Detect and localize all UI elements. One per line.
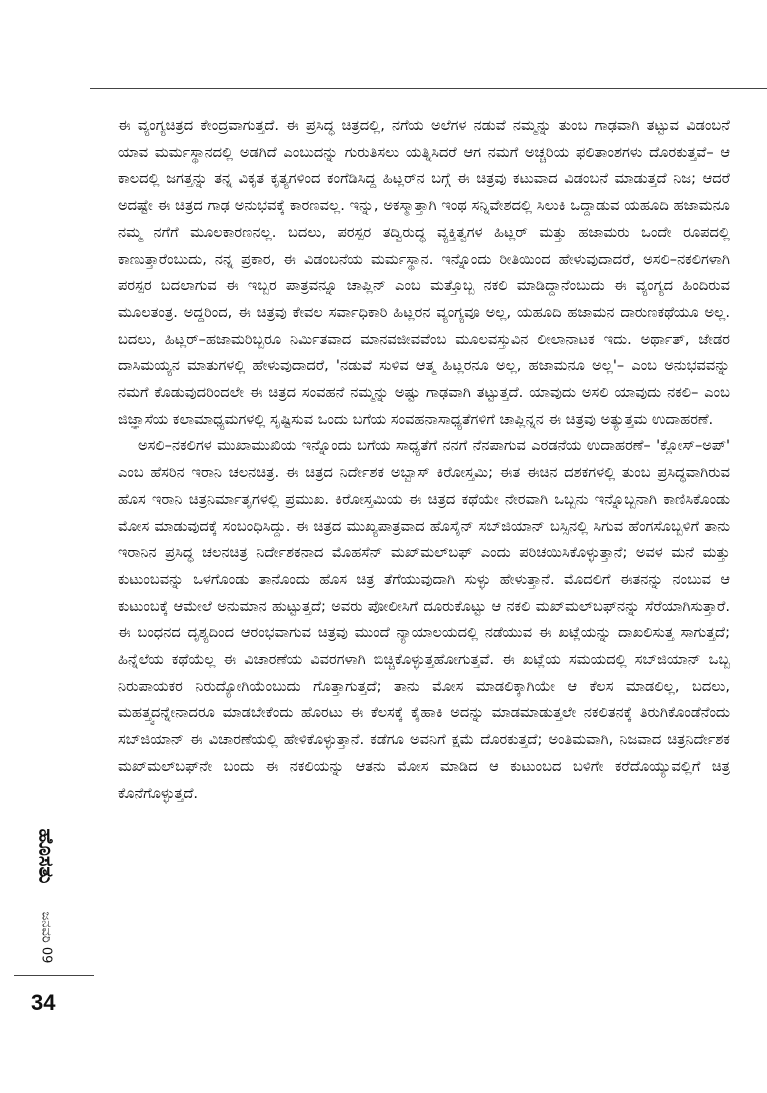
issue-label: ಜನವರಿ 09: [38, 911, 54, 964]
magazine-name: ಹೊಸತು: [34, 828, 58, 884]
running-footer: [26, 810, 66, 970]
article-body: [118, 113, 730, 807]
footer-rule: [14, 975, 94, 976]
paragraph-1: ಈ ವ್ಯಂಗ್ಯಚಿತ್ರದ ಕೇಂದ್ರವಾಗುತ್ತದೆ. ಈ ಪ್ರಸಿದ್ಧ ಚಿತ್ರದಲ್ಲಿ, ನಗೆಯ ಅಲೆಗಳ ನಡುವೆ ನಮ್ಮನ್ನು ತುಂಬ ಗಾಢವಾಗಿ ತಟ್ಟುವ ವಿಡಂಬನೆ ಯಾವ ಮರ್ಮಸ್ಥಾನದಲ್ಲಿ ಅಡಗಿದೆ ಎಂಬುದನ್ನು ಗುರುತಿಸಲು ಯತ್ನಿಸಿದರೆ ಆಗ ನಮಗೆ ಅಚ್ಚರಿಯ ಫಲಿತಾಂಶಗಳು ದೊರಕುತ್ತವೆ– ಆ ಕಾಲದಲ್ಲಿ ಜಗತ್ತನ್ನು ತನ್ನ ವಿಕೃತ ಕೃತ್ಯಗಳಿಂದ ಕಂಗೆಡಿಸಿದ್ದ ಹಿಟ್ಲರ್‌ನ ಬಗ್ಗೆ ಈ ಚಿತ್ರವು ಕಟುವಾದ ವಿಡಂಬನೆ ಮಾಡುತ್ತದೆ ನಿಜ; ಆದರೆ ಅದಷ್ಟೇ ಈ ಚಿತ್ರದ ಗಾಢ ಅನುಭವಕ್ಕೆ ಕಾರಣವಲ್ಲ. ಇನ್ನು, ಅಕಸ್ಮಾತ್ತಾಗಿ ಇಂಥ ಸನ್ನಿವೇಶದಲ್ಲಿ ಸಿಲುಕಿ ಒದ್ದಾಡುವ ಯಹೂದಿ ಹಜಾಮನೂ ನಮ್ಮ ನಗೆಗೆ ಮೂಲಕಾರಣನಲ್ಲ. ಬದಲು, ಪರಸ್ಪರ ತದ್ವಿರುದ್ಧ ವ್ಯಕ್ತಿತ್ವಗಳ ಹಿಟ್ಲರ್ ಮತ್ತು ಹಜಾಮರು ಒಂದೇ ರೂಪದಲ್ಲಿ ಕಾಣುತ್ತಾರೆಂಬುದು, ನನ್ನ ಪ್ರಕಾರ, ಈ ವಿಡಂಬನೆಯ ಮರ್ಮಸ್ಥಾನ. ಇನ್ನೊಂದು ರೀತಿಯಿಂದ ಹೇಳುವುದಾದರೆ, ಅಸಲಿ–ನಕಲಿಗಳಾಗಿ ಪರಸ್ಪರ ಬದಲಾಗುವ ಈ ಇಬ್ಬರ ಪಾತ್ರವನ್ನೂ ಚಾಪ್ಲಿನ್ ಎಂಬ ಮತ್ತೊಬ್ಬ ನಕಲಿ ಮಾಡಿದ್ದಾನೆಂಬುದು ಈ ವ್ಯಂಗ್ಯದ ಹಿಂದಿರುವ ಮೂಲತಂತ್ರ. ಅದ್ದರಿಂದ, ಈ ಚಿತ್ರವು ಕೇವಲ ಸರ್ವಾಧಿಕಾರಿ ಹಿಟ್ಲರನ ವ್ಯಂಗ್ಯವೂ ಅಲ್ಲ, ಯಹೂದಿ ಹಜಾಮನ ದಾರುಣಕಥೆಯೂ ಅಲ್ಲ. ಬದಲು, ಹಿಟ್ಲರ್–ಹಜಾಮರಿಬ್ಬರೂ ನಿರ್ಮಿತವಾದ ಮಾನವಜೀವವೆಂಬ ಮೂಲವಸ್ತುವಿನ ಲೀಲಾನಾಟಕ ಇದು. ಅರ್ಥಾತ್, ಜೇಡರ ದಾಸಿಮಯ್ಯನ ಮಾತುಗಳಲ್ಲಿ ಹೇಳುವುದಾದರೆ, 'ನಡುವೆ ಸುಳಿವ ಆತ್ಮ ಹಿಟ್ಲರನೂ ಅಲ್ಲ, ಹಜಾಮನೂ ಅಲ್ಲ'– ಎಂಬ ಅನುಭವವನ್ನು ನಮಗೆ ಕೊಡುವುದರಿಂದಲೇ ಈ ಚಿತ್ರದ ಸಂವಹನೆ ನಮ್ಮನ್ನು ಅಷ್ಟು ಗಾಢವಾಗಿ ತಟ್ಟುತ್ತದೆ. ಯಾವುದು ಅಸಲಿ ಯಾವುದು ನಕಲಿ– ಎಂಬ ಜಿಜ್ಞಾಸೆಯ ಕಲಾಮಾಧ್ಯಮಗಳಲ್ಲಿ ಸೃಷ್ಟಿಸುವ ಒಂದು ಬಗೆಯ ಸಂವಹನಾಸಾಧ್ಯತೆಗಳಿಗೆ ಚಾಪ್ಲಿನ್ನನ ಈ ಚಿತ್ರವು ಅತ್ಯುತ್ತಮ ಉದಾಹರಣೆ.: [118, 117, 730, 428]
paragraph-2: ಅಸಲಿ–ನಕಲಿಗಳ ಮುಖಾಮುಖಿಯ ಇನ್ನೊಂದು ಬಗೆಯ ಸಾಧ್ಯತೆಗೆ ನನಗೆ ನೆನಪಾಗುವ ಎರಡನೆಯ ಉದಾಹರಣೆ– 'ಕ್ಲೋಸ್–ಅಪ್' ಎಂಬ ಹೆಸರಿನ ಇರಾನಿ ಚಲನಚಿತ್ರ. ಈ ಚಿತ್ರದ ನಿರ್ದೇಶಕ ಅಬ್ಬಾಸ್ ಕಿರೋಸ್ತಮಿ; ಈತ ಈಚಿನ ದಶಕಗಳಲ್ಲಿ ತುಂಬ ಪ್ರಸಿದ್ಧವಾಗಿರುವ ಹೊಸ ಇರಾನಿ ಚಿತ್ರನಿರ್ಮಾತೃಗಳಲ್ಲಿ ಪ್ರಮುಖ. ಕಿರೋಸ್ತಮಿಯ ಈ ಚಿತ್ರದ ಕಥೆಯೇ ನೇರವಾಗಿ ಒಬ್ಬನು ಇನ್ನೊಬ್ಬನಾಗಿ ಕಾಣಿಸಿಕೊಂಡು ಮೋಸ ಮಾಡುವುದಕ್ಕೆ ಸಂಬಂಧಿಸಿದ್ದು. ಈ ಚಿತ್ರದ ಮುಖ್ಯಪಾತ್ರವಾದ ಹೊಸೈನ್ ಸಬ್‌ಜಿಯಾನ್ ಬಸ್ಸಿನಲ್ಲಿ ಸಿಗುವ ಹೆಂಗಸೊಬ್ಬಳಿಗೆ ತಾನು ಇರಾನಿನ ಪ್ರಸಿದ್ಧ ಚಲನಚಿತ್ರ ನಿರ್ದೇಶಕನಾದ ಮೊಹಸೆನ್ ಮಖ್‌ಮಲ್‌ಬಫ್ ಎಂದು ಪರಿಚಯಿಸಿಕೊಳ್ಳುತ್ತಾನೆ; ಅವಳ ಮನೆ ಮತ್ತು ಕುಟುಂಬವನ್ನು ಒಳಗೊಂಡು ತಾನೊಂದು ಹೊಸ ಚಿತ್ರ ತೆಗೆಯುವುದಾಗಿ ಸುಳ್ಳು ಹೇಳುತ್ತಾನೆ. ಮೊದಲಿಗೆ ಈತನನ್ನು ನಂಬುವ ಆ ಕುಟುಂಬಕ್ಕೆ ಆಮೇಲೆ ಅನುಮಾನ ಹುಟ್ಟುತ್ತದೆ; ಅವರು ಪೋಲೀಸಿಗೆ ದೂರುಕೊಟ್ಟು ಆ ನಕಲಿ ಮಖ್‌ಮಲ್‌ಬಫ್‌ನನ್ನು ಸೆರೆಯಾಗಿಸುತ್ತಾರೆ. ಈ ಬಂಧನದ ದೃಶ್ಯದಿಂದ ಆರಂಭವಾಗುವ ಚಿತ್ರವು ಮುಂದೆ ನ್ಯಾಯಾಲಯದಲ್ಲಿ ನಡೆಯುವ ಈ ಖಟ್ಲೆಯನ್ನು ದಾಖಲಿಸುತ್ತ ಸಾಗುತ್ತದೆ; ಹಿನ್ನೆಲೆಯ ಕಥೆಯೆಲ್ಲ ಈ ವಿಚಾರಣೆಯ ವಿವರಗಳಾಗಿ ಬಿಚ್ಚಿಕೊಳ್ಳುತ್ತಹೋಗುತ್ತವೆ. ಈ ಖಟ್ಲೆಯ ಸಮಯದಲ್ಲಿ ಸಬ್‌ಜಿಯಾನ್ ಒಬ್ಬ ನಿರುಪಾಯಕರ ನಿರುದ್ಯೋಗಿಯೆಂಬುದು ಗೊತ್ತಾಗುತ್ತದೆ; ತಾನು ಮೋಸ ಮಾಡಲಿಕ್ಕಾಗಿಯೇ ಆ ಕೆಲಸ ಮಾಡಲಿಲ್ಲ, ಬದಲು, ಮಹತ್ತ್ವದನ್ನೇನಾದರೂ ಮಾಡಬೇಕೆಂದು ಹೊರಟು ಈ ಕೆಲಸಕ್ಕೆ ಕೈಹಾಕಿ ಅದನ್ನು ಮಾಡಮಾಡುತ್ತಲೇ ನಕಲಿತನಕ್ಕೆ ತಿರುಗಿಕೊಂಡೆನೆಂದು ಸಬ್‌ಜಿಯಾನ್ ಈ ವಿಚಾರಣೆಯಲ್ಲಿ ಹೇಳಿಕೊಳ್ಳುತ್ತಾನೆ. ಕಡೆಗೂ ಅವನಿಗೆ ಕ್ಷಮೆ ದೊರಕುತ್ತದೆ; ಅಂತಿಮವಾಗಿ, ನಿಜವಾದ ಚಿತ್ರನಿರ್ದೇಶಕ ಮಖ್‌ಮಲ್‌ಬಫ್‌ನೇ ಬಂದು ಈ ನಕಲಿಯನ್ನು ಆತನು ಮೋಸ ಮಾಡಿದ ಆ ಕುಟುಂಬದ ಬಳಿಗೇ ಕರೆದೊಯ್ಯುವಲ್ಲಿಗೆ ಚಿತ್ರ ಕೊನೆಗೊಳ್ಳುತ್ತದೆ.: [118, 437, 730, 802]
header-rule: [90, 88, 767, 89]
page-number: 34: [31, 990, 56, 1015]
